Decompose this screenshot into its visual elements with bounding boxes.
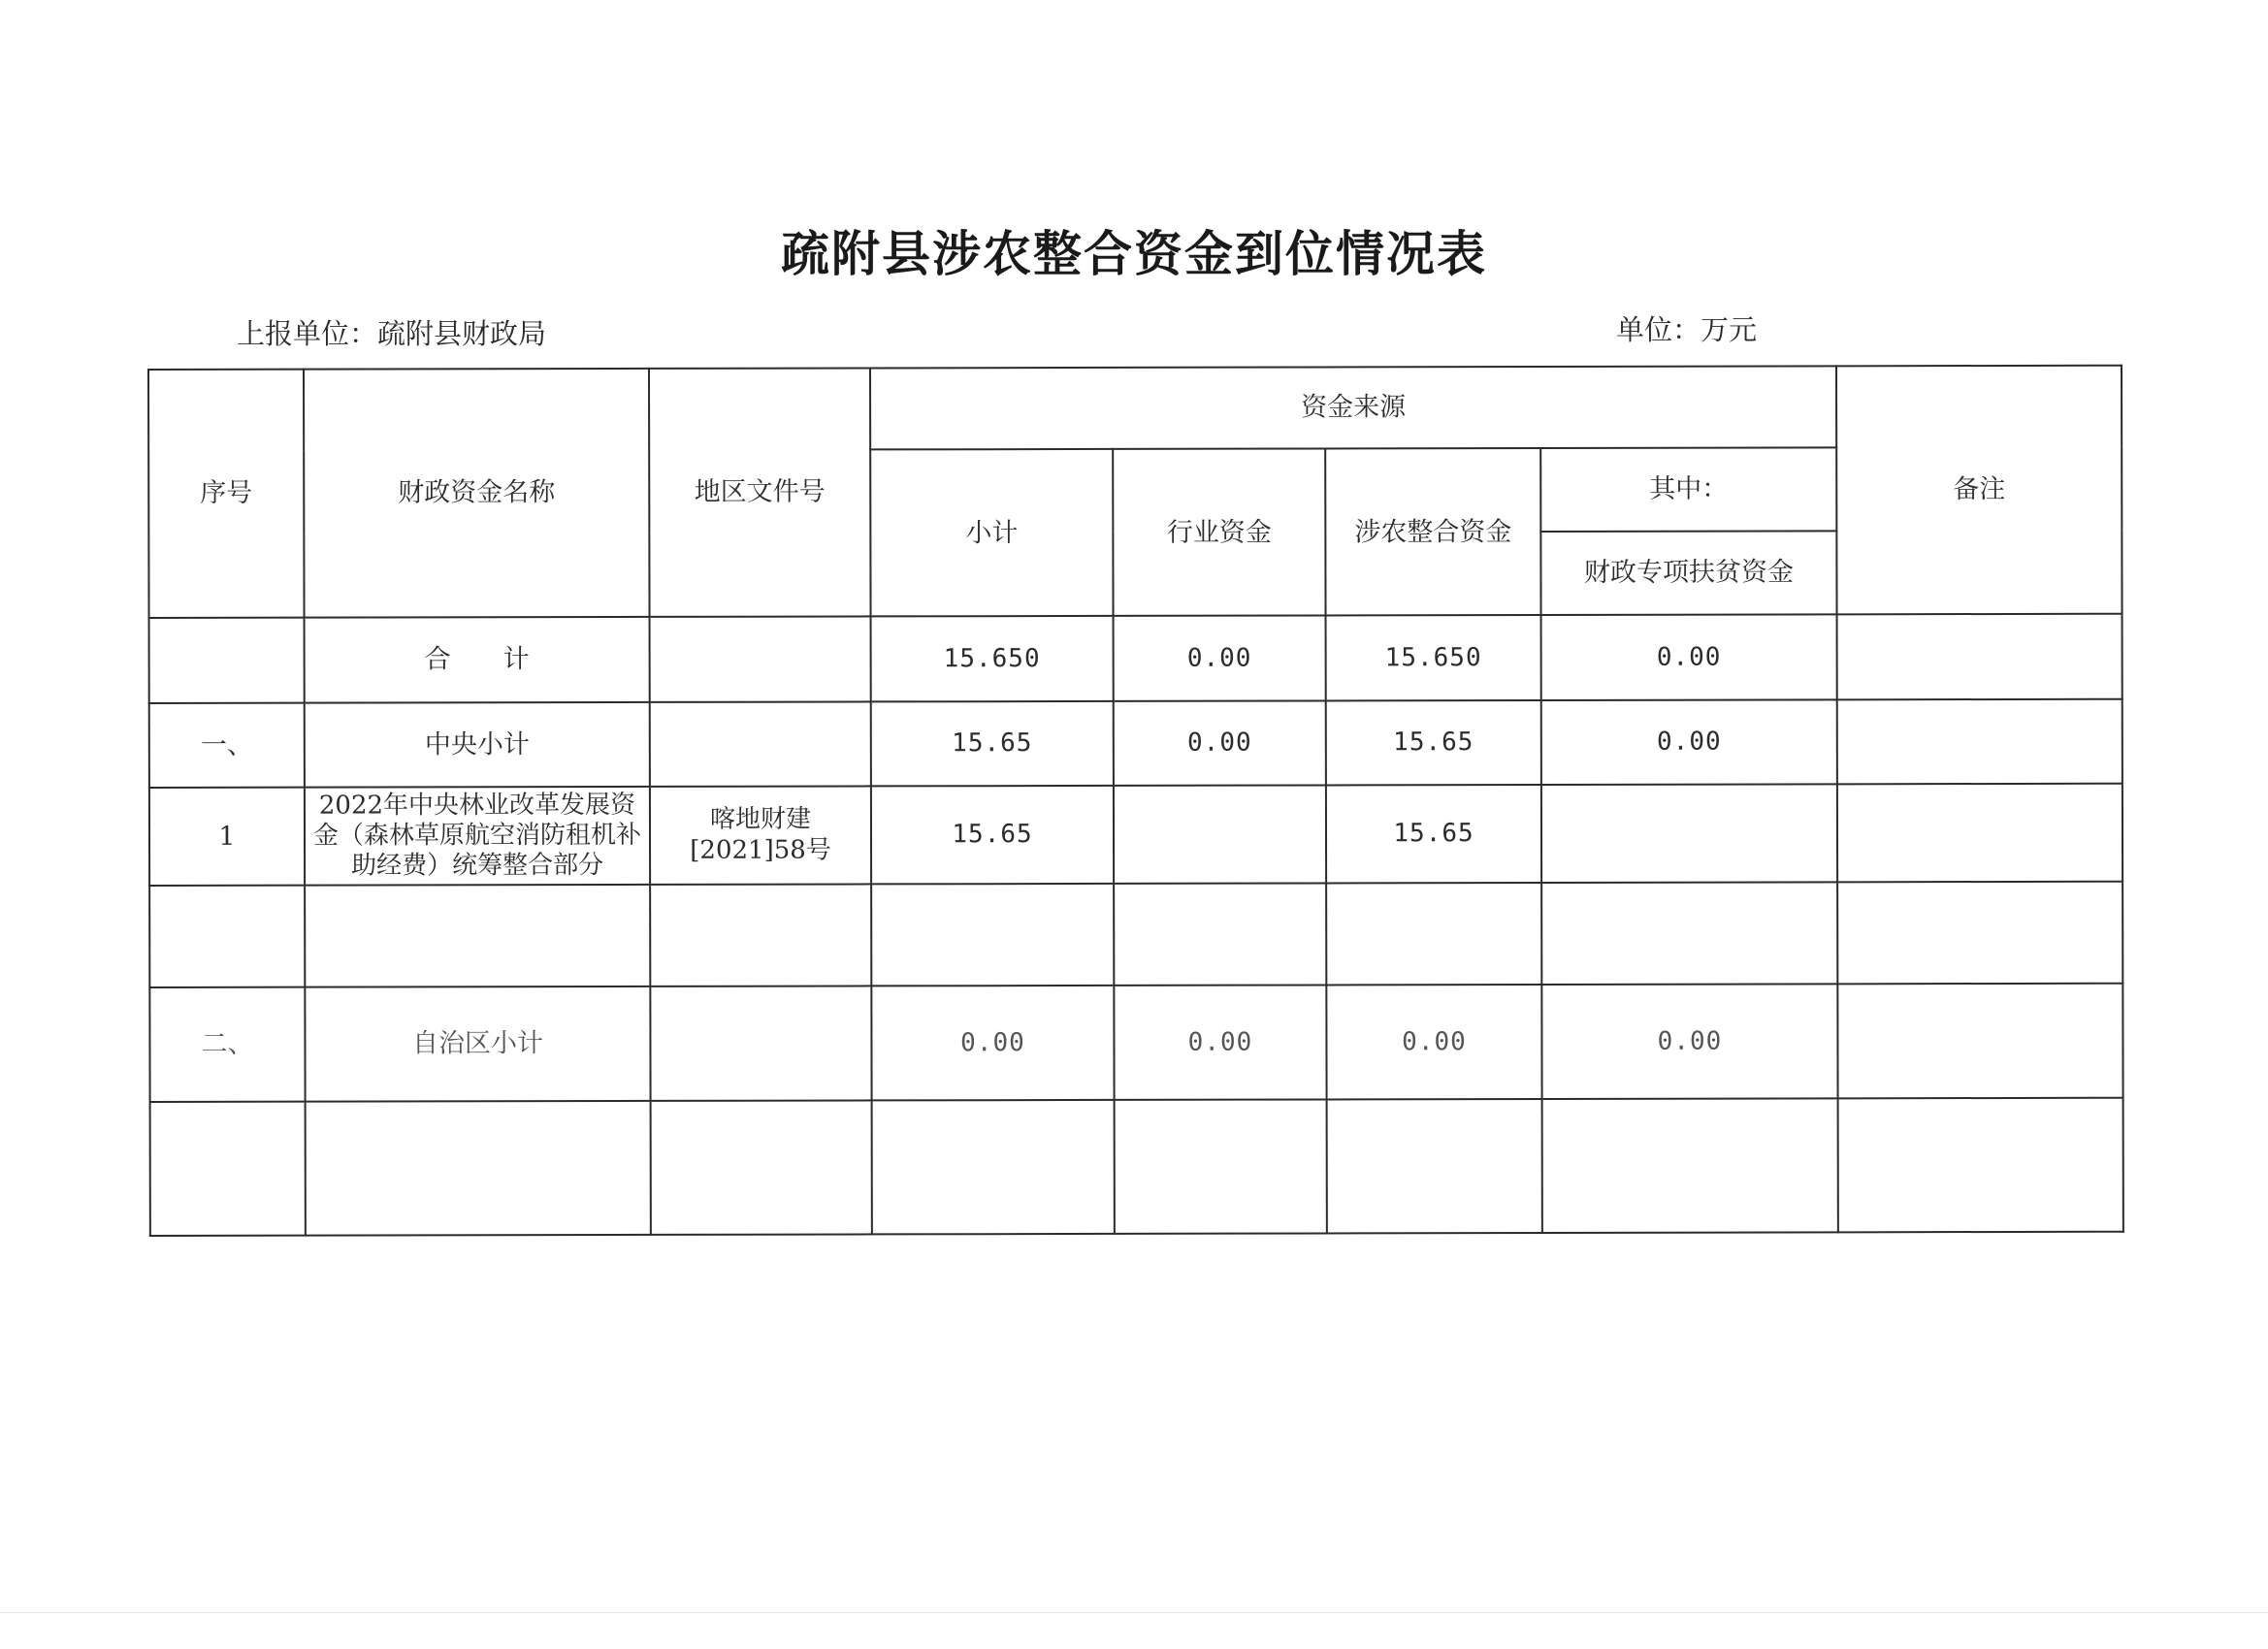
cell-subtotal: 15.65 xyxy=(871,701,1114,787)
table-row xyxy=(149,699,2122,789)
cell-doc xyxy=(650,701,871,787)
table-row xyxy=(149,784,2122,886)
cell-name xyxy=(306,1101,651,1236)
cell-agri xyxy=(1327,1099,1542,1233)
header-fund-name: 财政资金名称 xyxy=(304,369,650,618)
cell-name: 自治区小计 xyxy=(305,986,650,1101)
cell-industry: 0.00 xyxy=(1114,985,1326,1100)
header-doc-no: 地区文件号 xyxy=(649,368,871,617)
cell-poverty xyxy=(1542,1099,1838,1233)
cell-name: 合 计 xyxy=(305,617,650,702)
funds-table xyxy=(147,365,2124,1237)
cell-remark xyxy=(1837,983,2122,1098)
cell-doc xyxy=(651,1101,872,1235)
report-unit-label: 上报单位：疏附县财政局 xyxy=(237,317,547,350)
table-row xyxy=(149,882,2122,987)
cell-agri xyxy=(1326,883,1541,985)
cell-seq: 1 xyxy=(149,788,305,886)
cell-seq: 二、 xyxy=(149,986,305,1102)
cell-agri: 0.00 xyxy=(1326,985,1541,1100)
cell-seq: 一、 xyxy=(149,703,305,789)
cell-remark xyxy=(1837,784,2122,882)
money-unit-label: 单位：万元 xyxy=(1616,313,1758,346)
table-row xyxy=(149,983,2122,1102)
cell-subtotal: 15.650 xyxy=(871,616,1114,701)
cell-remark xyxy=(1838,1098,2123,1232)
table-row xyxy=(149,614,2122,703)
cell-industry xyxy=(1114,786,1326,884)
cell-poverty: 0.00 xyxy=(1541,699,1837,785)
cell-subtotal xyxy=(872,1100,1115,1234)
header-row-1 xyxy=(148,366,2122,452)
cell-seq xyxy=(149,618,305,703)
cell-name xyxy=(305,885,650,986)
cell-industry: 0.00 xyxy=(1114,616,1326,701)
cell-doc xyxy=(650,986,871,1101)
cell-name: 中央小计 xyxy=(305,702,650,788)
cell-subtotal: 0.00 xyxy=(871,985,1114,1100)
header-fund-source: 资金来源 xyxy=(870,366,1836,450)
header-agri-integrated-funds: 涉农整合资金 xyxy=(1325,448,1540,615)
cell-poverty xyxy=(1541,785,1837,883)
header-remark: 备注 xyxy=(1836,366,2122,615)
cell-poverty: 0.00 xyxy=(1541,984,1837,1099)
cell-name: 2022年中央林业改革发展资金（森林草原航空消防租机补助经费）统筹整合部分 xyxy=(305,787,650,885)
header-of-which: 其中： xyxy=(1540,448,1836,532)
cell-agri: 15.65 xyxy=(1326,700,1541,786)
cell-doc xyxy=(650,617,871,702)
cell-subtotal xyxy=(871,884,1114,986)
header-industry-funds: 行业资金 xyxy=(1113,449,1325,616)
cell-remark xyxy=(1837,614,2122,699)
cell-industry xyxy=(1115,1100,1327,1234)
cell-seq xyxy=(150,1102,306,1236)
cell-industry xyxy=(1114,883,1326,985)
cell-remark xyxy=(1837,882,2122,984)
cell-agri: 15.650 xyxy=(1326,615,1541,700)
scan-edge-divider xyxy=(0,1612,2268,1613)
cell-agri: 15.65 xyxy=(1326,785,1541,883)
table-row xyxy=(150,1098,2123,1236)
header-seq: 序号 xyxy=(148,370,305,619)
cell-seq xyxy=(149,886,305,987)
cell-industry: 0.00 xyxy=(1114,700,1326,786)
cell-remark xyxy=(1837,699,2122,785)
cell-doc: 喀地财建[2021]58号 xyxy=(650,787,871,885)
cell-subtotal: 15.65 xyxy=(871,786,1114,884)
header-poverty-funds: 财政专项扶贫资金 xyxy=(1540,531,1836,615)
header-subtotal: 小计 xyxy=(870,449,1113,616)
document-title: 疏附县涉农整合资金到位情况表 xyxy=(781,225,1487,282)
cell-poverty xyxy=(1541,882,1837,984)
cell-doc xyxy=(650,884,871,986)
cell-poverty: 0.00 xyxy=(1541,615,1837,700)
